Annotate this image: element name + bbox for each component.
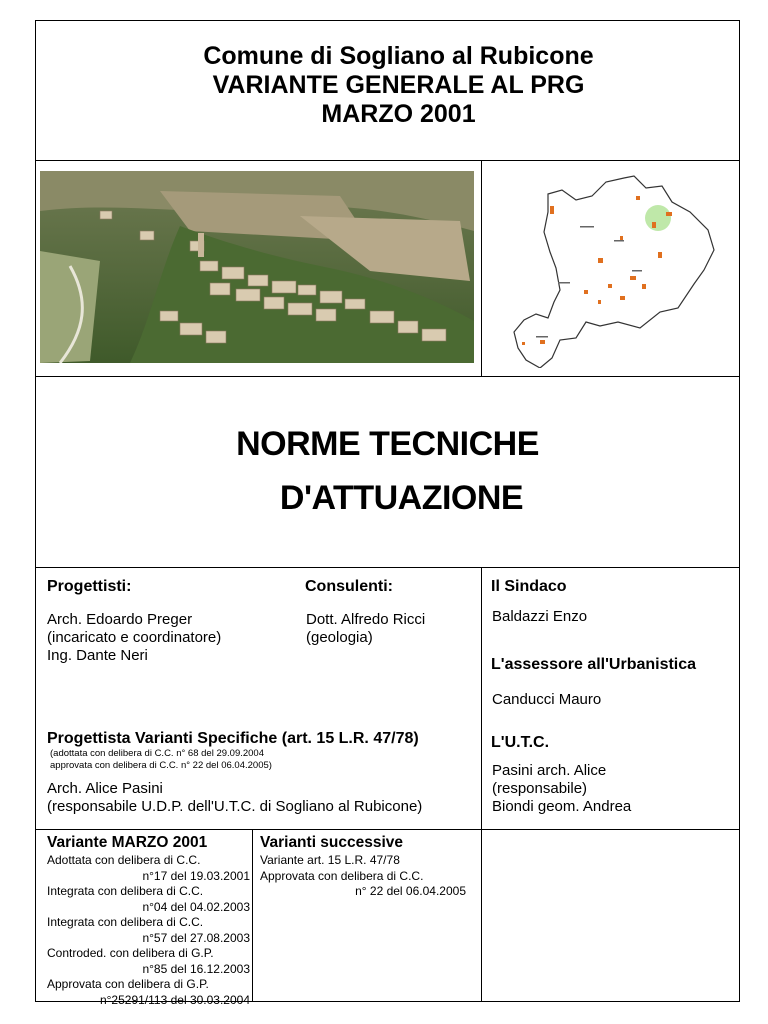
varianti-successive-ref: n° 22 del 06.04.2005 [355,884,466,898]
utc-label: L'U.T.C. [491,734,550,751]
sindaco-name: Baldazzi Enzo [492,608,588,625]
consulenti-label: Consulenti: [305,578,393,595]
varianti-specifiche-label: Progettista Varianti Specifiche (art. 15 L.R. 47/78) [47,730,419,747]
consulente-1-role: (geologia) [306,629,373,646]
varianti-successive-label: Varianti successive [260,834,404,851]
variante-marzo-label: Variante MARZO 2001 [47,834,208,851]
divider [35,376,740,377]
varianti-specifiche-person: Arch. Alice Pasini [47,780,163,797]
divider [35,829,740,830]
document-header [36,42,739,129]
varianti-successive-list [260,853,466,900]
progettista-1-role: (incaricato e coordinatore) [47,629,222,646]
progettisti-label: Progettisti: [47,578,132,595]
varianti-successive-line-2: Approvata con delibera di C.C. [260,868,424,883]
variante-row-2-desc: Integrata con delibera di C.C. [47,884,204,898]
divider [481,160,482,376]
variante-row-4-ref: n°85 del 16.12.2003 [142,961,250,976]
sindaco-label: Il Sindaco [491,578,567,595]
divider [481,567,482,1002]
doc-title-line2: D'ATTUAZIONE [279,479,524,517]
aerial-town-photo [40,171,474,363]
divider [35,160,740,161]
variante-row-2-ref: n°04 del 04.02.2003 [142,899,250,914]
varianti-specifiche-note-1: (adottata con delibera di C.C. n° 68 del 29.09.2004 [50,748,265,759]
variante-row-1-desc: Adottata con delibera di C.C. [47,853,201,867]
divider [35,567,740,568]
assessore-label: L'assessore all'Urbanistica [491,656,697,673]
varianti-specifiche-note-2: approvata con delibera di C.C. n° 22 del 06.04.2005) [50,760,272,771]
variante-row-5-ref: n°25291/113 del 30.03.2004 [99,992,250,1007]
assessore-name: Canducci Mauro [492,691,602,708]
variante-row-5-desc: Approvata con delibera di G.P. [47,977,209,991]
utc-member-1-role: (responsabile) [492,780,588,797]
doc-title-line1: NORME TECNICHE [236,425,539,463]
utc-member-2: Biondi geom. Andrea [492,798,632,815]
header-municipality: Comune di Sogliano al Rubicone [203,42,594,70]
municipality-map [500,172,724,368]
varianti-specifiche-role: (responsabile U.D.P. dell'U.T.C. di Sogliano al Rubicone) [47,798,423,815]
header-subtitle: VARIANTE GENERALE AL PRG [212,71,585,99]
variante-row-4-desc: Controded. con delibera di G.P. [47,946,214,960]
consulente-1: Dott. Alfredo Ricci [306,611,426,628]
varianti-successive-line-1: Variante art. 15 L.R. 47/78 [260,853,400,867]
header-date: MARZO 2001 [321,100,476,128]
divider [252,829,253,1002]
variante-marzo-list [47,853,250,1008]
variante-row-3-desc: Integrata con delibera di C.C. [47,915,204,929]
progettista-2: Ing. Dante Neri [47,647,148,664]
utc-member-1: Pasini arch. Alice [492,762,607,779]
progettista-1: Arch. Edoardo Preger [47,611,193,628]
variante-row-3-ref: n°57 del 27.08.2003 [142,930,250,945]
variante-row-1-ref: n°17 del 19.03.2001 [142,868,250,883]
